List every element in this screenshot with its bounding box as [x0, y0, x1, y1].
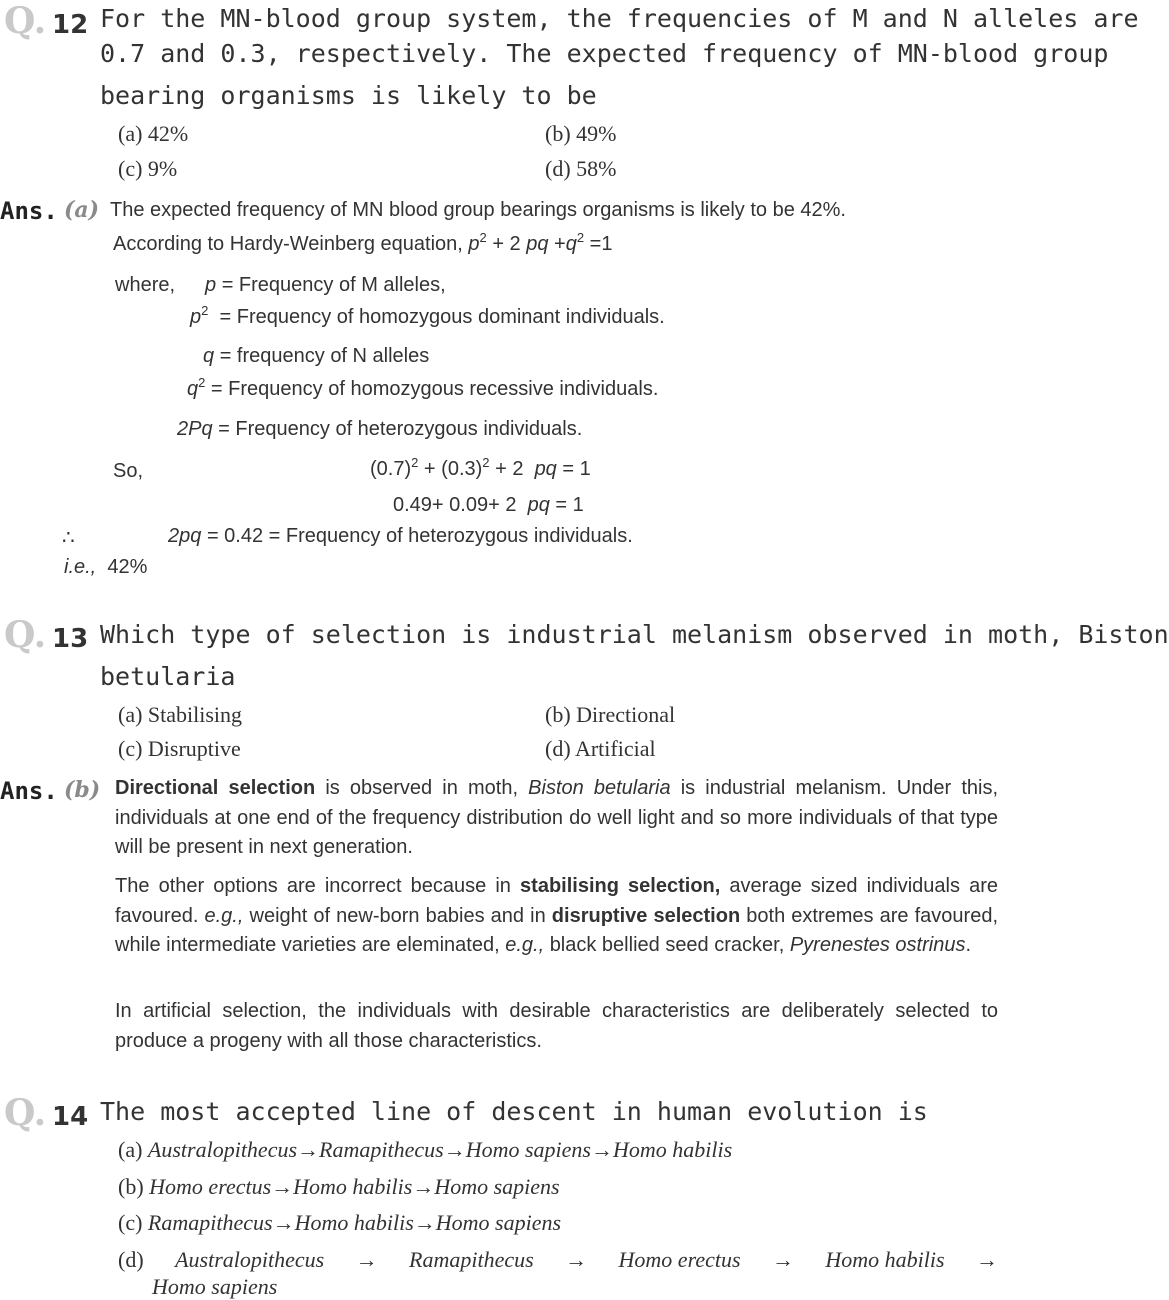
- arrow-icon: →: [565, 1247, 588, 1272]
- option-a: [118, 1137, 732, 1163]
- q-def: = frequency of N alleles: [219, 345, 430, 367]
- pq-symbol: Pq: [188, 418, 213, 440]
- question-mark-icon: Q.: [4, 614, 47, 656]
- taxon: Ramapithecus: [319, 1137, 444, 1162]
- arrow-icon: →: [272, 1210, 295, 1235]
- option-d: (d) Artificial: [545, 736, 656, 761]
- directional-selection-term: Directional selection: [115, 777, 316, 799]
- answer-13-paragraph-1: [115, 774, 998, 863]
- p2-end: .: [965, 934, 972, 956]
- q-definition: [203, 345, 429, 368]
- sup: 2: [411, 455, 419, 470]
- eq2-pq: pq: [527, 494, 550, 516]
- stabilising-selection-term: stabilising selection,: [520, 875, 721, 897]
- hw-q: q: [565, 233, 577, 255]
- p2-definition: [190, 303, 665, 329]
- option-c: (c) 9%: [118, 156, 178, 181]
- eg: e.g.,: [204, 904, 244, 927]
- taxon: Homo sapiens: [435, 1210, 562, 1235]
- species-name: Pyrenestes ostrinus: [789, 934, 966, 956]
- answer-letter: (b): [64, 777, 101, 803]
- question-mark-icon: Q.: [4, 1092, 47, 1134]
- p2-c: weight of new-born babies and in: [249, 904, 546, 927]
- question-number: 14: [52, 1102, 89, 1132]
- p-definition: [205, 274, 446, 297]
- question-13-text-line2: betularia: [100, 662, 236, 691]
- arrow-icon: →: [297, 1137, 320, 1162]
- sup: 2: [479, 230, 487, 245]
- p2-def: = Frequency of homozygous dominant individuals.: [219, 306, 665, 328]
- option-d: (d) 58%: [545, 156, 617, 181]
- option-b: (b) 49%: [545, 121, 617, 146]
- option-label: (c): [118, 1210, 143, 1235]
- answer-label: Ans.: [0, 197, 58, 225]
- taxon: Homo sapiens: [434, 1174, 560, 1199]
- eq3-b: = 0.42 = Frequency of heterozygous individuals.: [206, 525, 633, 547]
- ie-line: [64, 556, 147, 579]
- arrow-icon: →: [355, 1247, 378, 1272]
- question-13-text-line1: Which type of selection is industrial melanism observed in moth, Biston: [100, 620, 1169, 649]
- equation-1: [370, 455, 591, 481]
- p2-b: average sized individuals are favoured.: [115, 875, 998, 927]
- option-a: (a) 42%: [118, 121, 189, 146]
- answer-13-paragraph-2: [115, 872, 998, 961]
- eq1-a: (0.7): [370, 458, 412, 480]
- arrow-icon: →: [443, 1137, 466, 1162]
- taxon: Homo sapiens: [152, 1274, 278, 1299]
- taxon: Australopithecus: [147, 1137, 298, 1162]
- hw-plus: +: [554, 233, 566, 255]
- ie-label: i.e.,: [64, 556, 97, 578]
- ie-value: 42%: [107, 556, 148, 578]
- twopq-def: = Frequency of heterozygous individuals.: [218, 418, 583, 440]
- option-b: [118, 1174, 560, 1200]
- taxon: Homo habilis: [294, 1210, 414, 1235]
- p1-b: is industrial melanism. Under this, individuals at one end of the frequency distribution do well light and so more individuals of that type will be present in next generation.: [115, 777, 999, 858]
- q2-def: = Frequency of homozygous recessive individuals.: [210, 378, 659, 400]
- sup: 2: [198, 375, 206, 390]
- arrow-icon: →: [771, 1247, 794, 1272]
- p-symbol: p: [205, 274, 217, 296]
- taxon: Homo erectus: [149, 1174, 272, 1199]
- taxon: Homo habilis: [612, 1137, 733, 1162]
- p2-e: black bellied seed cracker,: [549, 934, 785, 956]
- species-name: Biston betularia: [528, 777, 671, 799]
- option-label: (d): [118, 1247, 144, 1272]
- question-number: 12: [52, 10, 89, 40]
- disruptive-selection-term: disruptive selection: [551, 904, 741, 927]
- sup: 2: [201, 303, 209, 318]
- hw-pq: pq: [526, 233, 549, 255]
- eg: e.g.,: [505, 934, 545, 956]
- p2-d: both extremes are favoured, while intermediate varieties are eleminated,: [115, 904, 998, 956]
- hw-eq1: =1: [589, 233, 613, 255]
- question-12-text-line2: 0.7 and 0.3, respectively. The expected frequency of MN-blood group: [100, 39, 1109, 68]
- answer-12-line1: The expected frequency of MN blood group bearings organisms is likely to be 42%.: [110, 199, 846, 221]
- answer-letter: (a): [64, 197, 100, 223]
- q2-definition: [187, 375, 659, 401]
- question-14-text-line1: The most accepted line of descent in human evolution is: [100, 1097, 928, 1126]
- eq1-c: + 2: [495, 458, 524, 480]
- taxon: Homo habilis: [825, 1247, 945, 1272]
- arrow-icon: →: [412, 1174, 435, 1199]
- question-12-text-line3: bearing organisms is likely to be: [100, 81, 597, 110]
- question-12-text-line1: For the MN-blood group system, the frequencies of M and N alleles are: [100, 4, 1139, 33]
- two: 2: [177, 418, 189, 440]
- hw-plus2: + 2: [492, 233, 521, 255]
- eq1-b: + (0.3): [423, 458, 483, 480]
- hardy-weinberg-equation: [113, 230, 613, 256]
- eq3-pq: pq: [179, 525, 202, 547]
- taxon: Homo erectus: [618, 1247, 741, 1272]
- option-a: (a) Stabilising: [118, 702, 243, 727]
- option-b: (b) Directional: [545, 702, 676, 727]
- question-12-header: [4, 0, 96, 42]
- sup: 2: [482, 455, 490, 470]
- question-13-header: [4, 614, 96, 656]
- arrow-icon: →: [590, 1137, 613, 1162]
- so-label: So,: [113, 460, 144, 482]
- taxon: Homo sapiens: [465, 1137, 591, 1162]
- taxon: Homo habilis: [293, 1174, 413, 1199]
- option-d: [118, 1247, 998, 1273]
- taxon: Ramapithecus: [147, 1210, 273, 1235]
- equation-2: [393, 494, 584, 517]
- p2-a: The other options are incorrect because in: [115, 875, 511, 897]
- therefore-symbol: ∴: [62, 527, 75, 549]
- eq2-b: = 1: [555, 494, 584, 516]
- question-mark-icon: Q.: [4, 0, 47, 42]
- p-def: = Frequency of M alleles,: [221, 274, 446, 296]
- taxon: Ramapithecus: [409, 1247, 534, 1272]
- arrow-icon: →: [413, 1210, 436, 1235]
- eq1-d: = 1: [562, 458, 591, 480]
- answer-label: Ans.: [0, 777, 58, 805]
- where-label: where,: [115, 274, 176, 296]
- q-symbol: q: [203, 345, 215, 367]
- question-14-header: [4, 1092, 96, 1134]
- equation-3: [168, 525, 633, 548]
- answer-13-paragraph-3: In artificial selection, the individuals with desirable characteristics are deliberately selected to produce a progeny with all those characteristics.: [115, 1000, 998, 1052]
- two: 2: [168, 525, 180, 547]
- 2pq-definition: [177, 418, 582, 441]
- arrow-icon: →: [271, 1174, 294, 1199]
- sup: 2: [576, 230, 585, 245]
- question-number: 13: [52, 624, 89, 654]
- option-c: (c) Disruptive: [118, 736, 241, 761]
- hw-p: p: [468, 233, 480, 255]
- arrow-icon: →: [975, 1247, 998, 1272]
- option-c: [118, 1210, 561, 1236]
- taxon: Australopithecus: [175, 1247, 325, 1272]
- option-label: (a): [118, 1137, 143, 1162]
- hw-prefix: According to Hardy-Weinberg equation,: [113, 233, 463, 255]
- p-symbol: p: [190, 306, 202, 328]
- option-label: (b): [118, 1174, 144, 1199]
- p1-a: is observed in moth,: [325, 777, 519, 799]
- option-d-continued: [152, 1274, 277, 1300]
- eq1-pq: pq: [534, 458, 557, 480]
- eq2-a: 0.49+ 0.09+ 2: [393, 494, 517, 516]
- q-symbol: q: [187, 378, 199, 400]
